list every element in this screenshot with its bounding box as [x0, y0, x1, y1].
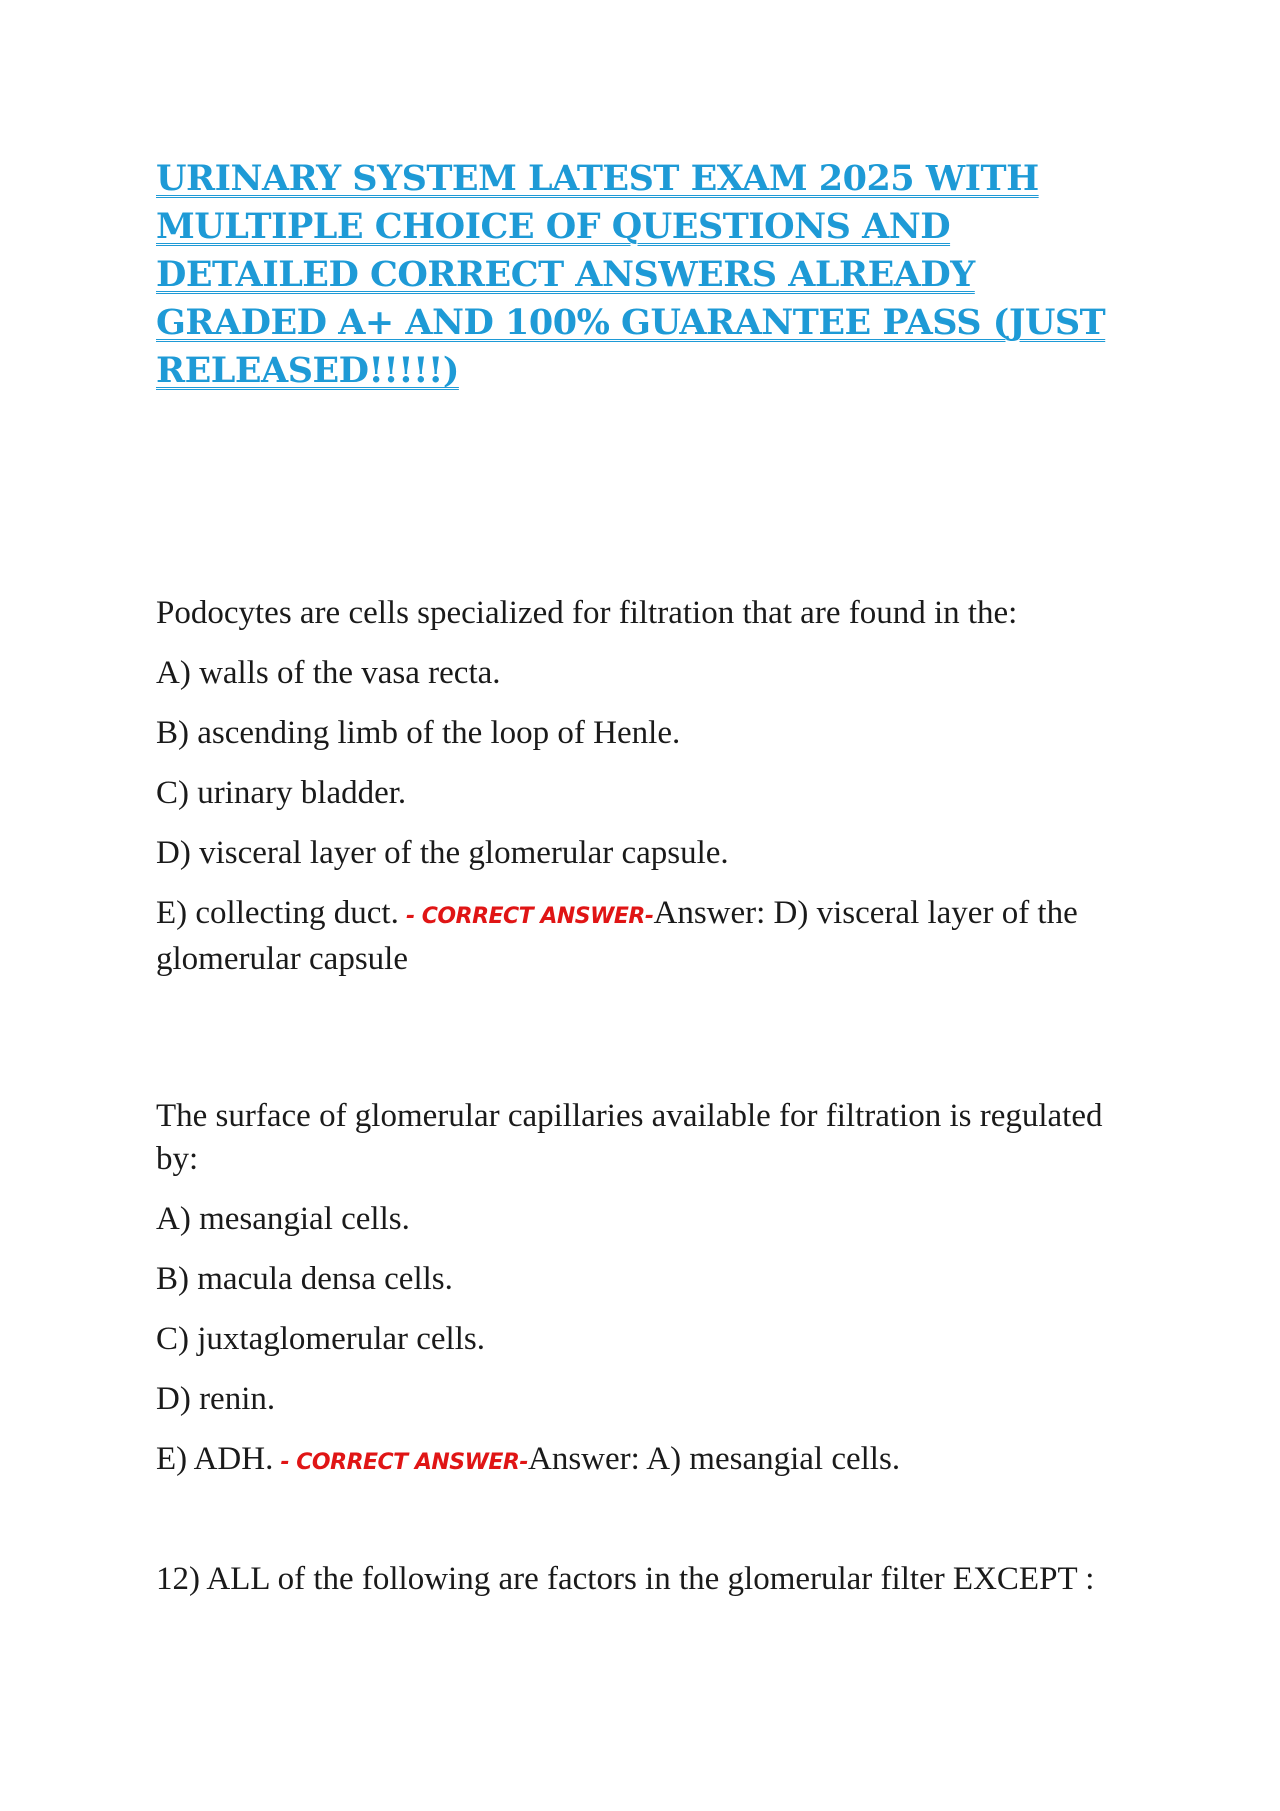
answer-text: Answer: D) visceral layer of the glomerular capsule: [156, 895, 1078, 977]
answer-option: A) walls of the vasa recta.: [156, 655, 501, 691]
question-text: 12) ALL of the following are factors in the glomerular filter EXCEPT :: [156, 1561, 1095, 1597]
option-text: E) collecting duct.: [156, 895, 399, 931]
answer-option: C) urinary bladder.: [156, 775, 407, 811]
document-title: URINARY SYSTEM LATEST EXAM 2025 WITH MULTIPLE CHOICE OF QUESTIONS AND DETAILED CORRECT ANSWERS ALREADY GRADED A+ AND 100% GUARANTEE PASS (JUST RELEASED!!!!!): [156, 158, 1106, 391]
question-block: [156, 1558, 1136, 1601]
correct-answer-tag: - CORRECT ANSWER-: [273, 1450, 528, 1475]
option-text: E) ADH.: [156, 1441, 274, 1477]
answer-option-with-answer: [156, 1438, 1136, 1484]
answer-option: D) visceral layer of the glomerular capsule.: [156, 835, 729, 871]
answer-option-with-answer: [156, 892, 1136, 981]
answer-text: Answer: A) mesangial cells.: [528, 1441, 901, 1477]
answer-option: D) renin.: [156, 1381, 276, 1417]
question-text: Podocytes are cells specialized for filtration that are found in the:: [156, 595, 1018, 631]
question-block: [156, 592, 1136, 981]
answer-option: B) ascending limb of the loop of Henle.: [156, 715, 681, 751]
question-text: The surface of glomerular capillaries available for filtration is regulated by:: [156, 1098, 1103, 1177]
answer-option: A) mesangial cells.: [156, 1201, 410, 1237]
answer-option: C) juxtaglomerular cells.: [156, 1321, 485, 1357]
question-block: [156, 1095, 1136, 1484]
answer-option: B) macula densa cells.: [156, 1261, 453, 1297]
correct-answer-tag: - CORRECT ANSWER-: [398, 904, 654, 929]
